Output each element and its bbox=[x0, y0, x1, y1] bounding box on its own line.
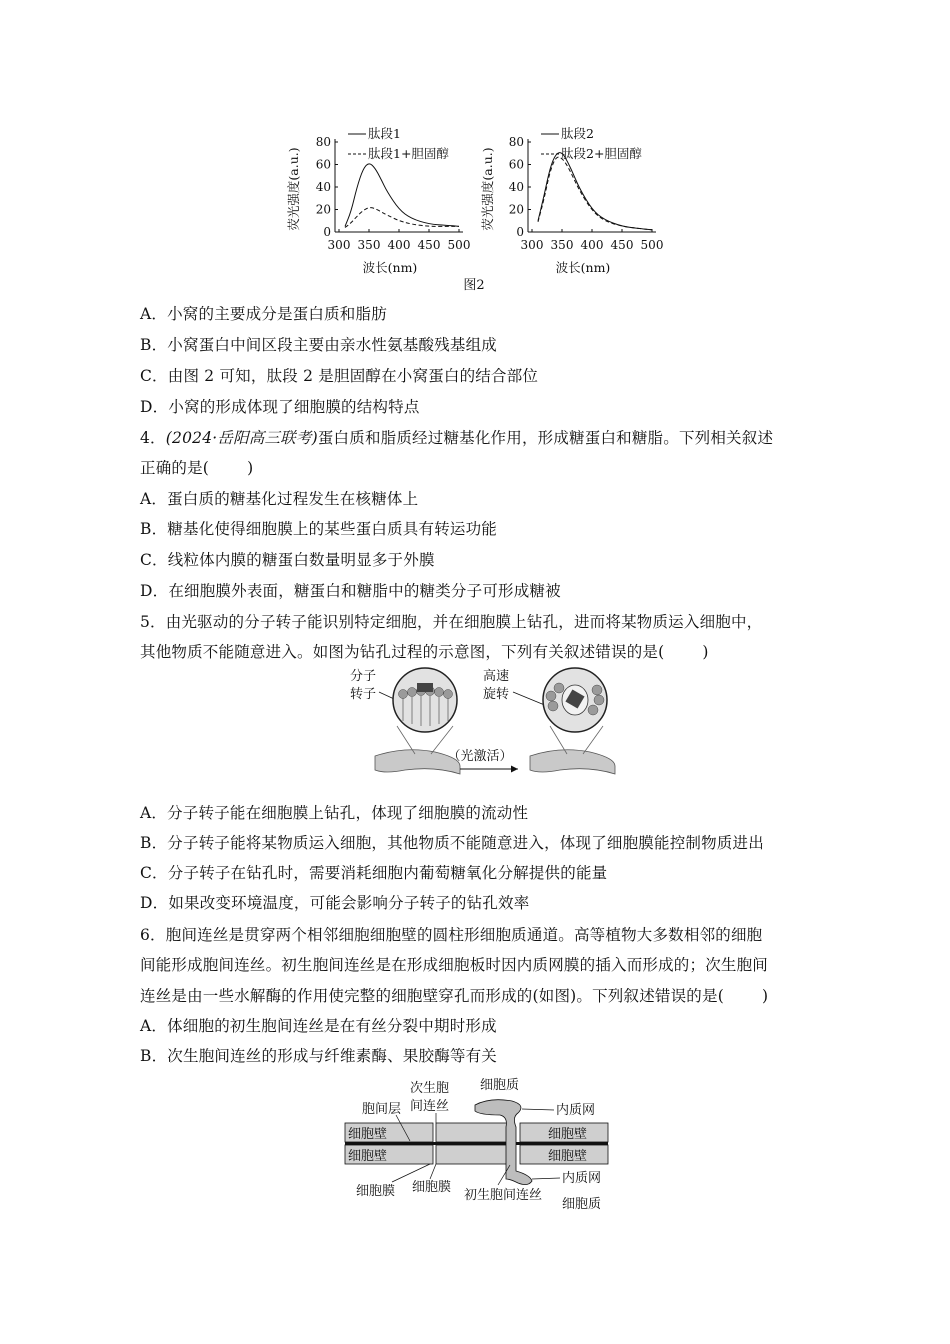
q4-paren-close: ) bbox=[247, 459, 254, 477]
q4-stem-line-1 bbox=[140, 426, 773, 448]
chart-2-ytick-label: 40 bbox=[508, 180, 524, 194]
q6-option-a: A．体细胞的初生胞间连丝是在有丝分裂中期时形成 bbox=[140, 1017, 497, 1035]
rotor-label-right-1: 高速 bbox=[483, 669, 510, 684]
q5-stem-line-1: 5．由光驱动的分子转子能识别特定细胞，并在细胞膜上钻孔，进而将某物质运入细胞中， bbox=[140, 613, 763, 631]
q4-option-b: B．糖基化使得细胞膜上的某些蛋白质具有转运功能 bbox=[140, 520, 497, 538]
chart-2-legend-1: 肽段2 bbox=[561, 126, 594, 141]
figure-plasmodesmata bbox=[340, 1075, 620, 1215]
chart-2-series-peptide2-cholesterol bbox=[538, 157, 652, 230]
q6-option-b: B．次生胞间连丝的形成与纤维素酶、果胶酶等有关 bbox=[140, 1047, 497, 1065]
chart-1-ylabel: 荧光强度(a.u.) bbox=[286, 147, 301, 231]
leader-er-bottom bbox=[532, 1178, 560, 1179]
q5-option-d: D．如果改变环境温度，可能会影响分子转子的钻孔效率 bbox=[140, 894, 530, 912]
chart-2-xlabel: 波长(nm) bbox=[555, 260, 611, 275]
figure-2 bbox=[280, 124, 680, 299]
q5-paren-close: ) bbox=[702, 643, 709, 661]
q6-stem-line-3-text: 连丝是由一些水解酶的作用使完整的细胞壁穿孔而形成的(如图)。下列叙述错误的是( bbox=[140, 987, 724, 1005]
q6-stem-line-1: 6．胞间连丝是贯穿两个相邻细胞细胞壁的圆柱形细胞质通道。高等植物大多数相邻的细胞 bbox=[140, 926, 763, 944]
middle-lamella bbox=[345, 1142, 608, 1145]
label-membrane-1: 细胞膜 bbox=[356, 1184, 396, 1199]
leader-membrane-2 bbox=[430, 1164, 436, 1179]
q4-source: (2024·岳阳高三联考) bbox=[165, 429, 318, 447]
chart-1 bbox=[286, 126, 470, 275]
figure-molecular-rotor bbox=[335, 666, 625, 786]
q3-option-c: C．由图 2 可知，肽段 2 是胆固醇在小窝蛋白的结合部位 bbox=[140, 367, 539, 385]
label-cytoplasm-top: 细胞质 bbox=[480, 1078, 520, 1093]
chart-1-xtick-label: 350 bbox=[357, 238, 381, 252]
q5-option-b: B．分子转子能将某物质运入细胞，其他物质不能随意进入，体现了细胞膜能控制物质进出 bbox=[140, 834, 764, 852]
chart-1-xtick-label: 300 bbox=[327, 238, 351, 252]
label-middle-lamella: 胞间层 bbox=[362, 1102, 402, 1117]
chart-1-ytick-label: 20 bbox=[315, 202, 331, 217]
chart-2-xtick-label: 400 bbox=[580, 238, 604, 252]
label-secondary-1: 次生胞 bbox=[410, 1081, 450, 1096]
leader-er-top bbox=[522, 1109, 554, 1110]
chart-1-xtick-label: 450 bbox=[417, 238, 441, 252]
label-wall-1: 细胞壁 bbox=[348, 1127, 388, 1142]
rotor-label-left-2: 转子 bbox=[350, 687, 377, 702]
q5-stem-line-2 bbox=[140, 640, 709, 662]
chart-2-ytick-label: 80 bbox=[508, 135, 524, 149]
chart-2 bbox=[480, 126, 663, 275]
q5-option-c: C．分子转子在钻孔时，需要消耗细胞内葡萄糖氧化分解提供的能量 bbox=[140, 864, 608, 882]
rotor-arrow-head bbox=[511, 766, 518, 773]
q4-option-a: A．蛋白质的糖基化过程发生在核糖体上 bbox=[140, 490, 419, 508]
q5-stem-line-2-text: 其他物质不能随意进入。如图为钻孔过程的示意图，下列有关叙述错误的是( bbox=[140, 643, 665, 661]
chart-1-xtick-label: 400 bbox=[387, 238, 411, 252]
chart-2-ytick-label: 60 bbox=[508, 157, 524, 172]
label-wall-3: 细胞壁 bbox=[548, 1127, 588, 1142]
chart-1-legend-2: 肽段1+胆固醇 bbox=[368, 146, 449, 161]
label-membrane-2: 细胞膜 bbox=[412, 1180, 452, 1195]
q6-stem-line-3 bbox=[140, 984, 768, 1006]
plasmodesmata-svg bbox=[340, 1075, 620, 1215]
rotor-leader-right bbox=[513, 692, 547, 706]
chart-2-ylabel: 荧光强度(a.u.) bbox=[480, 147, 495, 231]
q3-option-d: D．小窝的形成体现了细胞膜的结构特点 bbox=[140, 398, 420, 416]
rotor-label-right-2: 旋转 bbox=[483, 687, 510, 702]
rotor-arrow-label: （光激活） bbox=[447, 749, 513, 764]
rotor-label-left-1: 分子 bbox=[350, 669, 377, 684]
label-cytoplasm-bottom: 细胞质 bbox=[562, 1197, 602, 1212]
q3-option-a: A．小窝的主要成分是蛋白质和脂肪 bbox=[140, 305, 387, 323]
figure-2-svg bbox=[280, 124, 680, 299]
chart-2-ytick-label: 20 bbox=[508, 202, 524, 217]
label-er-top: 内质网 bbox=[556, 1103, 596, 1118]
rotor-membrane-right bbox=[530, 750, 615, 774]
chart-2-xtick-label: 350 bbox=[550, 238, 574, 252]
q4-number: 4． bbox=[140, 429, 166, 447]
chart-1-legend-1: 肽段1 bbox=[368, 126, 401, 141]
q4-option-d: D．在细胞膜外表面，糖蛋白和糖脂中的糖类分子可形成糖被 bbox=[140, 582, 561, 600]
q4-stem-text: 蛋白质和脂质经过糖基化作用，形成糖蛋白和糖脂。下列相关叙述 bbox=[317, 429, 774, 447]
chart-1-ytick-label: 80 bbox=[315, 135, 331, 149]
label-er-bottom: 内质网 bbox=[562, 1171, 602, 1186]
chart-1-xlabel: 波长(nm) bbox=[362, 260, 418, 275]
q4-option-c: C．线粒体内膜的糖蛋白数量明显多于外膜 bbox=[140, 551, 435, 569]
chart-2-series-peptide2 bbox=[538, 153, 652, 230]
chart-2-ytick-label: 0 bbox=[516, 225, 524, 239]
chart-1-series-peptide1 bbox=[345, 164, 459, 227]
chart-2-xtick-label: 500 bbox=[640, 238, 664, 252]
wall-upper-middle bbox=[436, 1123, 508, 1142]
label-primary: 初生胞间连丝 bbox=[464, 1188, 543, 1203]
molecular-rotor-svg bbox=[335, 666, 625, 786]
q4-stem-line-2 bbox=[140, 456, 253, 478]
chart-1-ytick-label: 60 bbox=[315, 157, 331, 172]
q5-option-a: A．分子转子能在细胞膜上钻孔，体现了细胞膜的流动性 bbox=[140, 804, 529, 822]
q6-stem-line-2: 间能形成胞间连丝。初生胞间连丝是在形成细胞板时因内质网膜的插入而形成的；次生胞间 bbox=[140, 956, 769, 974]
q3-option-b: B．小窝蛋白中间区段主要由亲水性氨基酸残基组成 bbox=[140, 336, 497, 354]
label-wall-4: 细胞壁 bbox=[548, 1149, 588, 1164]
chart-1-xtick-label: 500 bbox=[447, 238, 471, 252]
chart-2-xtick-label: 450 bbox=[610, 238, 634, 252]
chart-1-ytick-label: 0 bbox=[323, 225, 331, 239]
chart-2-xtick-label: 300 bbox=[520, 238, 544, 252]
wall-lower-middle bbox=[436, 1145, 508, 1164]
chart-1-ytick-label: 40 bbox=[315, 180, 331, 194]
rotor-molecule-left bbox=[417, 683, 433, 692]
rotor-zoom-circle-left bbox=[393, 668, 457, 732]
q4-stem-line-2-text: 正确的是( bbox=[140, 459, 210, 477]
label-wall-2: 细胞壁 bbox=[348, 1149, 388, 1164]
chart-2-legend-2: 肽段2+胆固醇 bbox=[561, 146, 642, 161]
q6-paren-close: ) bbox=[761, 987, 769, 1005]
label-secondary-2: 间连丝 bbox=[410, 1099, 450, 1114]
figure-2-caption: 图2 bbox=[463, 278, 485, 293]
